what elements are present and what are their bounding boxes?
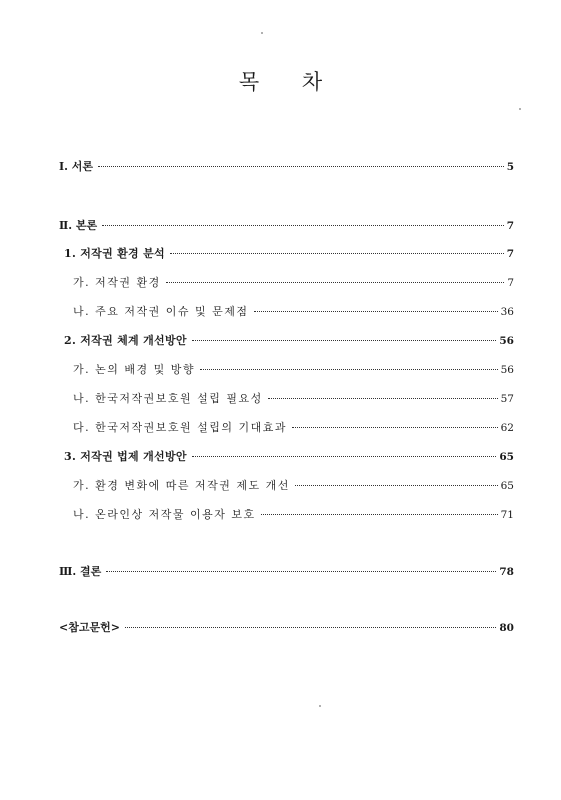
toc-entry-label: Ⅱ. 본론: [59, 219, 98, 232]
toc-page-number: 5: [506, 161, 514, 173]
toc-entry-introduction[interactable]: [59, 160, 514, 174]
toc-entry-section-2a[interactable]: [73, 363, 514, 377]
toc-page-number: 56: [500, 364, 514, 376]
toc-entry-label: 가. 저작권 환경: [73, 276, 161, 289]
toc-entry-section-2c[interactable]: [73, 421, 514, 435]
toc-page-number: 7: [507, 277, 514, 289]
dot-leader: [98, 166, 504, 167]
dot-leader: [192, 456, 497, 457]
toc-entry-section-3a[interactable]: [73, 479, 514, 493]
toc-page-number: 57: [500, 393, 514, 405]
toc-entry-section-3b[interactable]: [73, 508, 514, 522]
scan-speck: [261, 32, 263, 34]
toc-page-number: 78: [499, 566, 514, 578]
toc-entry-label: 2. 저작권 체계 개선방안: [64, 334, 187, 347]
toc-entry-section-2[interactable]: [64, 334, 514, 348]
toc-entry-main-body[interactable]: [59, 219, 514, 233]
toc-entry-section-2b[interactable]: [73, 392, 514, 406]
toc-entry-label: 1. 저작권 환경 분석: [64, 247, 165, 260]
toc-page-number: 56: [499, 335, 514, 347]
dot-leader: [261, 514, 498, 515]
toc-entry-label: 다. 한국저작권보호원 설립의 기대효과: [73, 421, 288, 434]
toc-entry-section-1[interactable]: [64, 247, 514, 261]
toc-entry-label: <참고문헌>: [59, 621, 120, 634]
toc-entry-label: 나. 온라인상 저작물 이용자 보호: [73, 508, 256, 521]
toc-entry-label: 나. 주요 저작권 이슈 및 문제점: [73, 305, 249, 318]
scan-speck: [519, 108, 521, 110]
toc-entry-references[interactable]: [59, 621, 514, 635]
toc-entry-label: Ⅰ. 서론: [59, 160, 94, 173]
dot-leader: [192, 340, 497, 341]
toc-entry-label: Ⅲ. 결론: [59, 565, 102, 578]
toc-entry-label: 3. 저작권 법제 개선방안: [64, 450, 187, 463]
toc-entry-conclusion[interactable]: [59, 565, 514, 579]
toc-entry-section-1b[interactable]: [73, 305, 514, 319]
dot-leader: [295, 485, 498, 486]
toc-entry-label: 가. 논의 배경 및 방향: [73, 363, 195, 376]
dot-leader: [106, 571, 496, 572]
toc-entry-section-3[interactable]: [64, 450, 514, 464]
toc-page-number: 62: [500, 422, 514, 434]
page-title: 목 차: [238, 70, 341, 94]
toc-page-number: 36: [500, 306, 514, 318]
toc-page-number: 7: [506, 220, 514, 232]
toc-entry-label: 나. 한국저작권보호원 설립 필요성: [73, 392, 263, 405]
toc-entry-label: 가. 환경 변화에 따른 저작권 제도 개선: [73, 479, 290, 492]
dot-leader: [170, 253, 504, 254]
toc-page-number: 65: [500, 480, 514, 492]
toc-entry-section-1a[interactable]: [73, 276, 514, 290]
toc-page-number: 80: [499, 622, 514, 634]
toc-page-number: 7: [506, 248, 514, 260]
toc-page-number: 71: [500, 509, 514, 521]
scan-speck: [319, 705, 321, 707]
dot-leader: [102, 225, 504, 226]
dot-leader: [200, 369, 498, 370]
dot-leader: [254, 311, 498, 312]
dot-leader: [125, 627, 496, 628]
toc-page-number: 65: [499, 451, 514, 463]
dot-leader: [268, 398, 498, 399]
dot-leader: [166, 282, 505, 283]
dot-leader: [292, 427, 498, 428]
